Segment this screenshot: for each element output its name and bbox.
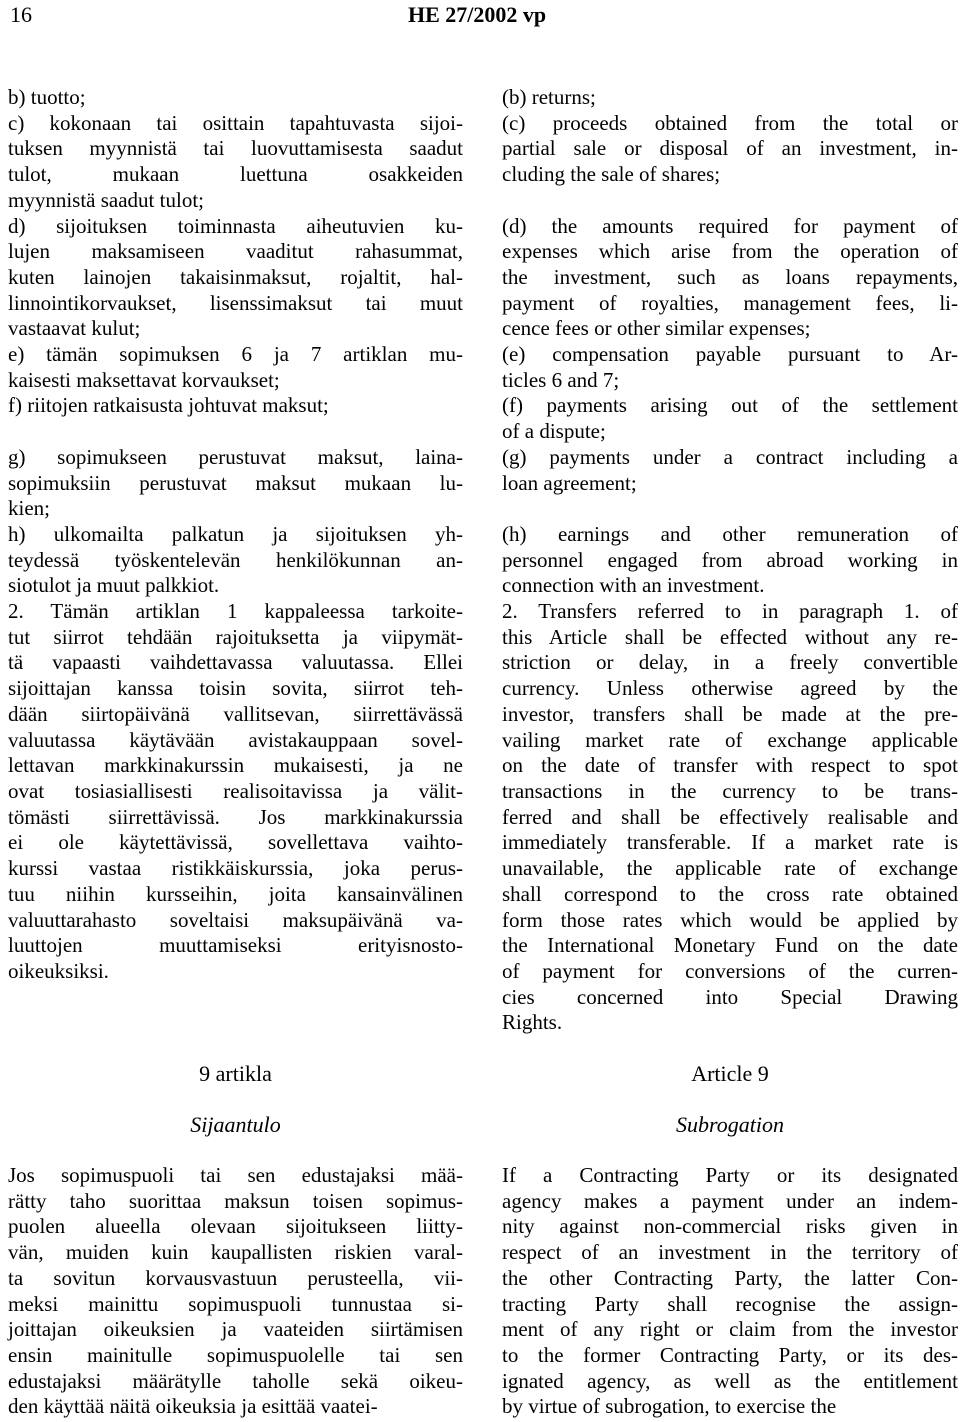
text-line: (e) compensation payable pursuant to Ar- bbox=[502, 342, 958, 367]
article-heading-en: Article 9 bbox=[691, 1061, 769, 1086]
text-line: currency. Unless otherwise agreed by the bbox=[502, 676, 958, 701]
text-line: vän, muiden kuin kaupallisten riskien varal- bbox=[8, 1240, 463, 1265]
text-line: f) riitojen ratkaisusta johtuvat maksut; bbox=[8, 393, 329, 418]
text-line: den käyttää näitä oikeuksia ja esittää vaatei- bbox=[8, 1394, 378, 1419]
text-line: lujen maksamiseen vaaditut rahasummat, bbox=[8, 239, 463, 264]
text-line: ferred and shall be effectively realisable and bbox=[502, 804, 958, 829]
text-line: lettavan markkinakurssin mukaisesti, ja ne bbox=[8, 753, 463, 778]
text-line: by virtue of subrogation, to exercise the bbox=[502, 1394, 837, 1419]
text-line: ignated agency, as well as the entitlement bbox=[502, 1368, 958, 1393]
text-line: puolen alueella olevaan sijoitukseen liitty- bbox=[8, 1214, 463, 1239]
text-line bbox=[8, 419, 463, 445]
text-line: edustajaksi määrätylle taholle sekä oikeu- bbox=[8, 1368, 463, 1393]
text-line bbox=[502, 496, 958, 522]
text-line: joittajan oikeuksien ja vaateiden siirtämisen bbox=[8, 1317, 463, 1342]
text-line bbox=[502, 188, 958, 214]
text-line: kien; bbox=[8, 496, 50, 521]
text-line: the other Contracting Party, the latter Con- bbox=[502, 1265, 958, 1290]
text-line: payment of royalties, management fees, li- bbox=[502, 290, 958, 315]
text-line: valuuttarahasto soveltaisi maksupäivänä va- bbox=[8, 907, 463, 932]
text-line: (h) earnings and other remuneration of bbox=[502, 521, 958, 546]
text-line: luuttojen muuttamiseksi erityisnosto- bbox=[8, 933, 463, 958]
text-line: on the date of transfer with respect to spot bbox=[502, 753, 958, 778]
text-line: tä vapaasti vaihdettavassa valuutassa. Ellei bbox=[8, 650, 463, 675]
text-line: tut siirrot tehdään rajoituksetta ja viipymät- bbox=[8, 624, 463, 649]
text-line: ta sovitun korvausvastuun perusteella, vii- bbox=[8, 1265, 463, 1290]
text-line: loan agreement; bbox=[502, 470, 637, 495]
text-line: g) sopimukseen perustuvat maksut, laina- bbox=[8, 444, 463, 469]
text-line: tömästi siirrettävissä. Jos markkinakurssia bbox=[8, 804, 463, 829]
text-line: tuksen myynnistä tai luovuttamisesta saadut bbox=[8, 136, 463, 161]
text-line: ticles 6 and 7; bbox=[502, 367, 620, 392]
text-line: sopimuksiin perustuvat maksut mukaan lu- bbox=[8, 470, 463, 495]
text-line: (f) payments arising out of the settlement bbox=[502, 393, 958, 418]
text-line: (d) the amounts required for payment of bbox=[502, 213, 958, 238]
text-line: vastaavat kulut; bbox=[8, 316, 141, 341]
text-line: (c) proceeds obtained from the total or bbox=[502, 110, 958, 135]
text-line: (g) payments under a contract including a bbox=[502, 444, 958, 469]
text-line: e) tämän sopimuksen 6 ja 7 artiklan mu- bbox=[8, 342, 463, 367]
text-line: 2. Tämän artiklan 1 kappaleessa tarkoite- bbox=[8, 599, 463, 624]
subrogation-paragraph-en bbox=[502, 1163, 958, 1420]
text-line: this Article shall be effected without any re- bbox=[502, 624, 958, 649]
article-subheading-en: Subrogation bbox=[676, 1112, 784, 1137]
text-line: ment of any right or claim from the investor bbox=[502, 1317, 958, 1342]
page-header bbox=[0, 0, 960, 30]
text-line: partial sale or disposal of an investment, in- bbox=[502, 136, 958, 161]
text-line: the International Monetary Fund on the date bbox=[502, 933, 958, 958]
text-line: shall correspond to the cross rate obtained bbox=[502, 881, 958, 906]
text-line: cluding the sale of shares; bbox=[502, 162, 721, 187]
text-line: nity against non-commercial risks given in bbox=[502, 1214, 958, 1239]
text-line: ensin mainitulle sopimuspuolelle tai sen bbox=[8, 1342, 463, 1367]
text-line: oikeuksiksi. bbox=[8, 958, 109, 983]
english-column bbox=[502, 85, 958, 1036]
text-line: connection with an investment. bbox=[502, 573, 765, 598]
text-line: expenses which arise from the operation of bbox=[502, 239, 958, 264]
finnish-column bbox=[8, 85, 463, 985]
text-line: to the former Contracting Party, or its des- bbox=[502, 1342, 958, 1367]
text-line: If a Contracting Party or its designated bbox=[502, 1163, 958, 1187]
text-line: kuten lainojen takaisinmaksut, rojaltit, hal- bbox=[8, 264, 463, 289]
text-line: unavailable, the applicable rate of exchange bbox=[502, 856, 958, 881]
text-line: agency makes a payment under an indem- bbox=[502, 1188, 958, 1213]
text-line: b) tuotto; bbox=[8, 85, 86, 109]
text-line: the investment, such as loans repayments, bbox=[502, 264, 958, 289]
text-line: respect of an investment in the territory of bbox=[502, 1240, 958, 1265]
text-line: dään siirtopäivänä vallitsevan, siirrettävässä bbox=[8, 701, 463, 726]
text-line: of payment for conversions of the curren- bbox=[502, 958, 958, 983]
text-line: teydessä työskentelevän henkilökunnan an- bbox=[8, 547, 463, 572]
text-line: form those rates which would be applied by bbox=[502, 907, 958, 932]
article-subheading-fi: Sijaantulo bbox=[190, 1112, 281, 1137]
text-line: myynnistä saadut tulot; bbox=[8, 187, 204, 212]
text-line: 2. Transfers referred to in paragraph 1. of bbox=[502, 599, 958, 624]
text-line: sijoittajan kanssa toisin sovita, siirrot teh- bbox=[8, 676, 463, 701]
text-line: of a dispute; bbox=[502, 419, 606, 444]
text-line: meksi mainittu sopimuspuoli tunnustaa si- bbox=[8, 1291, 463, 1316]
text-line: rätty taho suorittaa maksun toisen sopimus- bbox=[8, 1188, 463, 1213]
text-line: ovat tosiasiallisesti realisoitavissa ja välit- bbox=[8, 778, 463, 803]
text-line: tracting Party shall recognise the assign- bbox=[502, 1291, 958, 1316]
text-line: valuutassa käytävään avistakauppaan sovel- bbox=[8, 727, 463, 752]
text-line: tuu niihin kursseihin, joita kansainvälinen bbox=[8, 881, 463, 906]
text-line: personnel engaged from abroad working in bbox=[502, 547, 958, 572]
text-line: Rights. bbox=[502, 1010, 563, 1035]
text-line: d) sijoituksen toiminnasta aiheutuvien ku- bbox=[8, 213, 463, 238]
text-line: siotulot ja muut palkkiot. bbox=[8, 573, 220, 598]
article-heading-fi: 9 artikla bbox=[199, 1061, 272, 1086]
text-line: Jos sopimuspuoli tai sen edustajaksi mää- bbox=[8, 1163, 463, 1187]
text-line: cence fees or other similar expenses; bbox=[502, 316, 811, 341]
text-line: investor, transfers shall be made at the pre- bbox=[502, 701, 958, 726]
subrogation-paragraph-fi bbox=[8, 1163, 463, 1420]
text-line: kaisesti maksettavat korvaukset; bbox=[8, 367, 280, 392]
text-line: striction or delay, in a freely convertible bbox=[502, 650, 958, 675]
text-line: cies concerned into Special Drawing bbox=[502, 984, 958, 1009]
text-line: tulot, mukaan luettuna osakkeiden bbox=[8, 162, 463, 187]
text-line: ei ole käytettävissä, sovellettava vaihto- bbox=[8, 830, 463, 855]
text-line: kurssi vastaa ristikkäiskurssia, joka perus- bbox=[8, 856, 463, 881]
text-line: c) kokonaan tai osittain tapahtuvasta sijoi- bbox=[8, 110, 463, 135]
text-line: h) ulkomailta palkatun ja sijoituksen yh- bbox=[8, 521, 463, 546]
text-line: transactions in the currency to be trans- bbox=[502, 778, 958, 803]
text-line: (b) returns; bbox=[502, 85, 596, 109]
text-line: vailing market rate of exchange applicable bbox=[502, 727, 958, 752]
text-line: immediately transferable. If a market rate is bbox=[502, 830, 958, 855]
document-id: HE 27/2002 vp bbox=[408, 2, 547, 27]
page-number: 16 bbox=[10, 2, 32, 27]
text-line: linnointikorvaukset, lisenssimaksut tai muut bbox=[8, 290, 463, 315]
